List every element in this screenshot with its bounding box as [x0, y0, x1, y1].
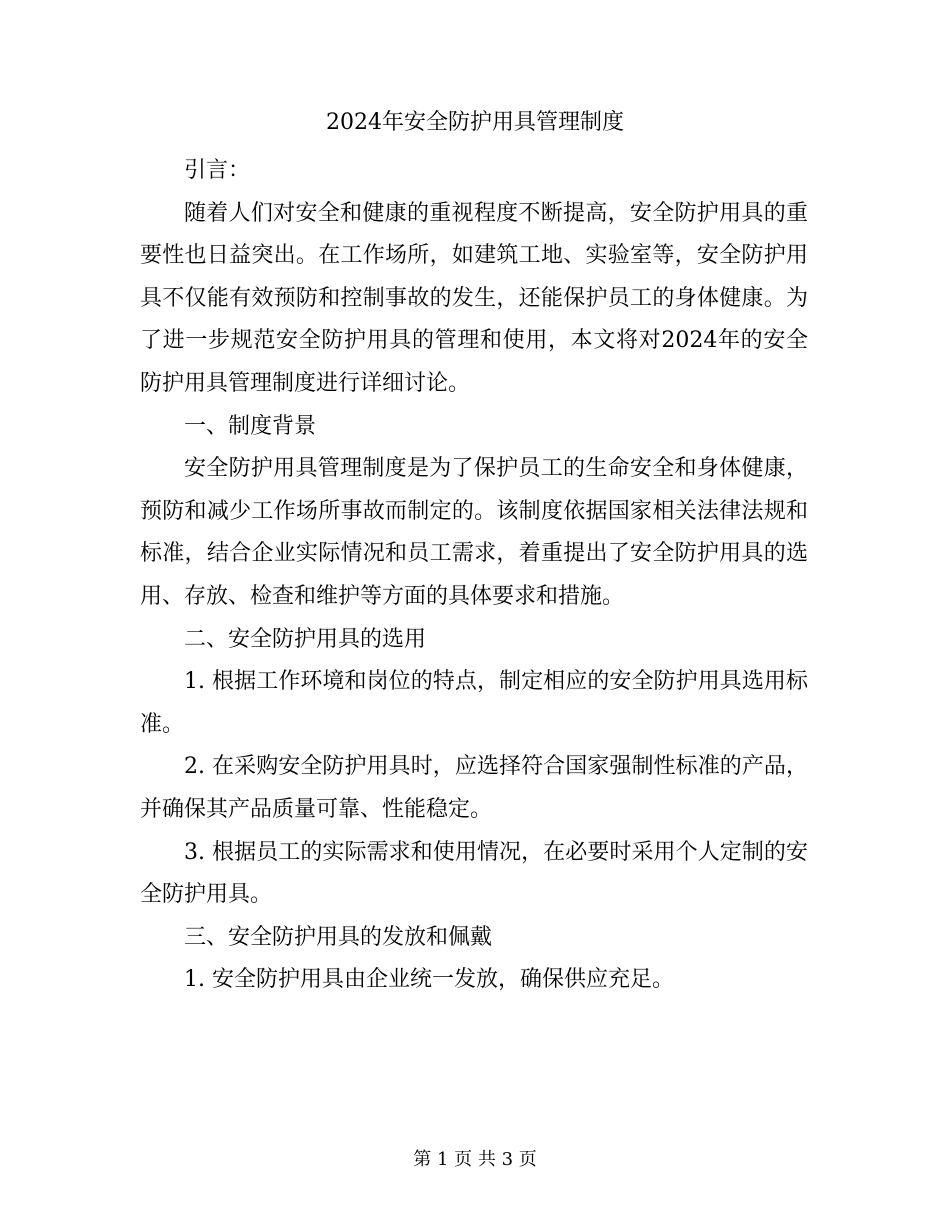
- selection-item-2: 2. 在采购安全防护用具时，应选择符合国家强制性标准的产品，并确保其产品质量可靠、性能稳定。: [140, 754, 808, 822]
- section-heading-background: 一、制度背景: [184, 413, 317, 439]
- intro-paragraph: 随着人们对安全和健康的重视程度不断提高，安全防护用具的重要性也日益突出。在工作场所，如建筑工地、实验室等，安全防护用具不仅能有效预防和控制事故的发生，还能保护员工的身体健康。为了进一步规范安全防护用具的管理和使用，本文将对2024年的安全防护用具管理制度进行详细讨论。: [140, 200, 808, 396]
- document-title: 2024年安全防护用具管理制度: [326, 110, 624, 135]
- document-body: [140, 150, 808, 1002]
- page-footer: 第 1 页 共 3 页: [413, 1149, 537, 1170]
- selection-item-1: 1. 根据工作环境和岗位的特点，制定相应的安全防护用具选用标准。: [140, 669, 808, 737]
- background-paragraph: 安全防护用具管理制度是为了保护员工的生命安全和身体健康，预防和减少工作场所事故而制定的。该制度依据国家相关法律法规和标准，结合企业实际情况和员工需求，着重提出了安全防护用具的选用、存放、检查和维护等方面的具体要求和措施。: [140, 456, 808, 609]
- distribution-item-1: 1. 安全防护用具由企业统一发放，确保供应充足。: [184, 967, 674, 993]
- selection-item-3: 3. 根据员工的实际需求和使用情况，在必要时采用个人定制的安全防护用具。: [140, 839, 808, 908]
- section-heading-selection: 二、安全防护用具的选用: [184, 626, 427, 652]
- intro-label: 引言：: [184, 158, 251, 183]
- section-heading-distribution: 三、安全防护用具的发放和佩戴: [184, 924, 493, 950]
